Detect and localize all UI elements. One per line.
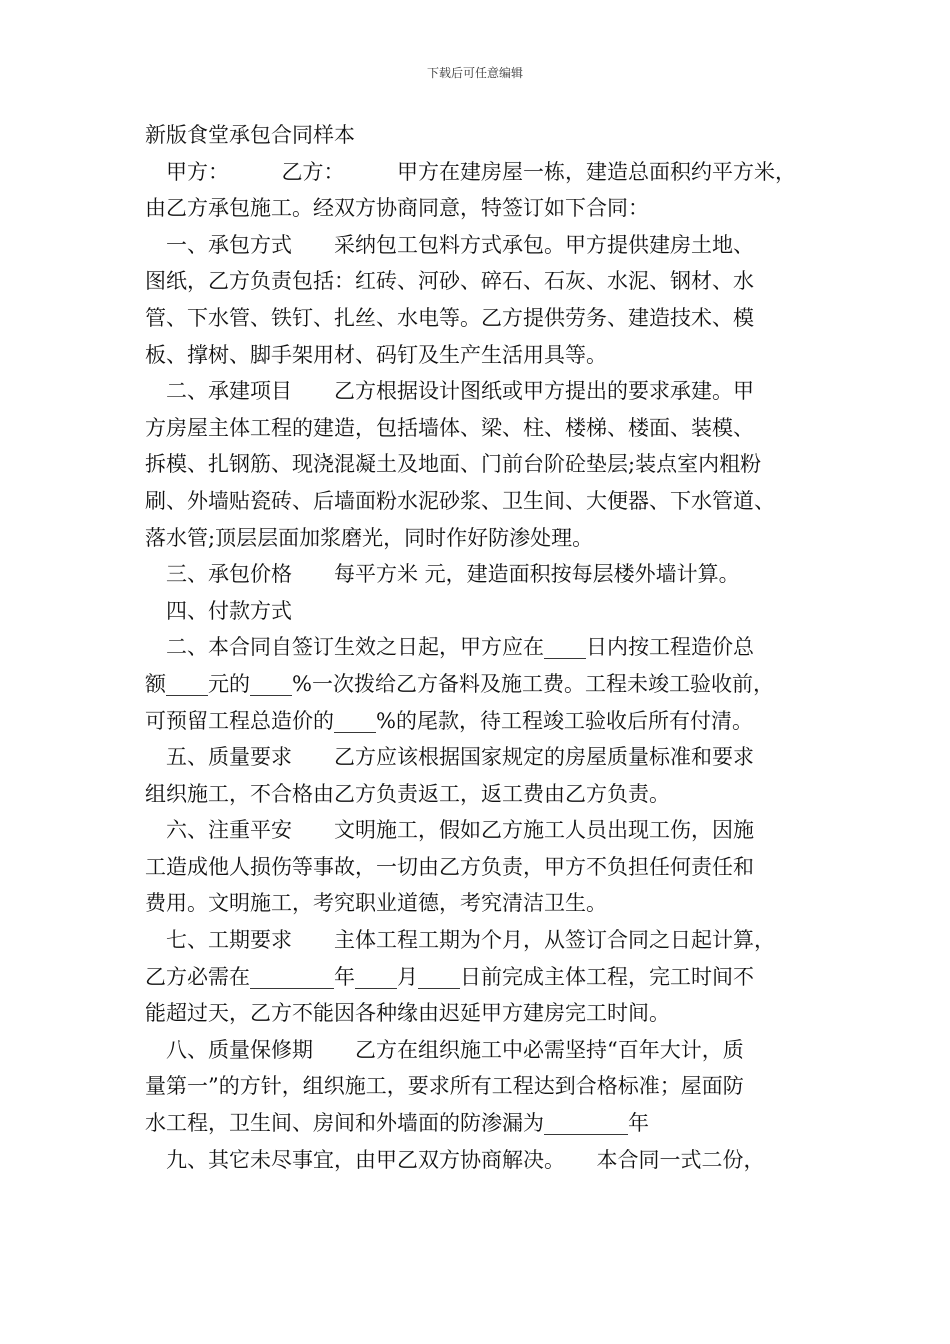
paragraph-line: 水工程，卫生间、房间和外墙面的防渗漏为________年 <box>145 1111 649 1136</box>
paragraph-line: 图纸，乙方负责包括：红砖、河砂、碎石、石灰、水泥、钢材、水 <box>145 269 754 294</box>
paragraph-line: 能超过天，乙方不能因各种缘由迟延甲方建房完工时间。 <box>145 1001 670 1026</box>
paragraph-line: 额____元的____%一次拨给乙方备料及施工费。工程未竣工验收前， <box>145 671 774 696</box>
paragraph-line: 七、工期要求 主体工程工期为个月，从签订合同之日起计算， <box>145 928 775 953</box>
page-header: 下载后可任意编辑 <box>426 66 523 80</box>
paragraph-line: 管、下水管、铁钉、扎丝、水电等。乙方提供劳务、建造技术、模 <box>145 305 754 330</box>
paragraph-line: 三、承包价格 每平方米 元，建造面积按每层楼外墙计算。 <box>145 562 740 587</box>
paragraph-line: 甲方： 乙方： 甲方在建房屋一栋，建造总面积约平方米， <box>145 159 796 184</box>
paragraph-line: 落水管;顶层层面加浆磨光，同时作好防渗处理。 <box>145 525 594 550</box>
paragraph-line: 六、注重平安 文明施工，假如乙方施工人员出现工伤，因施 <box>145 818 754 843</box>
paragraph-line: 板、撑树、脚手架用材、码钉及生产生活用具等。 <box>145 342 607 367</box>
paragraph-line: 刷、外墙贴瓷砖、后墙面粉水泥砂浆、卫生间、大便器、下水管道、 <box>145 488 775 513</box>
paragraph-line: 五、质量要求 乙方应该根据国家规定的房屋质量标准和要求 <box>145 745 754 770</box>
paragraph-line: 量第一”的方针，组织施工，要求所有工程达到合格标准；屋面防 <box>145 1074 744 1099</box>
paragraph-line: 组织施工，不合格由乙方负责返工，返工费由乙方负责。 <box>145 781 670 806</box>
document-title: 新版食堂承包合同样本 <box>145 123 355 147</box>
paragraph-line: 拆模、扎钢筋、现浇混凝土及地面、门前台阶砼垫层;装点室内粗粉 <box>145 452 762 477</box>
paragraph-line: 一、承包方式 采纳包工包料方式承包。甲方提供建房土地、 <box>145 232 754 257</box>
contract-body <box>145 117 825 1178</box>
paragraph-line: 乙方必需在________年____月____日前完成主体工程，完工时间不 <box>145 964 754 989</box>
paragraph-line: 由乙方承包施工。经双方协商同意，特签订如下合同： <box>145 196 649 221</box>
paragraph-line: 四、付款方式 <box>145 598 292 623</box>
paragraph-line: 二、本合同自签订生效之日起，甲方应在____日内按工程造价总 <box>145 635 754 660</box>
paragraph-line: 可预留工程总造价的____%的尾款，待工程竣工验收后所有付清。 <box>145 708 753 733</box>
paragraph-line: 费用。文明施工，考究职业道德，考究清洁卫生。 <box>145 891 607 916</box>
paragraph-line: 八、质量保修期 乙方在组织施工中必需坚持“百年大计，质 <box>145 1037 744 1062</box>
paragraph-line: 二、承建项目 乙方根据设计图纸或甲方提出的要求承建。甲 <box>145 379 754 404</box>
paragraph-line: 工造成他人损伤等事故，一切由乙方负责，甲方不负担任何责任和 <box>145 854 754 879</box>
paragraph-line: 方房屋主体工程的建造，包括墙体、梁、柱、楼梯、楼面、装模、 <box>145 415 754 440</box>
paragraph-line: 九、其它未尽事宜，由甲乙双方协商解决。 本合同一式二份， <box>145 1147 765 1172</box>
